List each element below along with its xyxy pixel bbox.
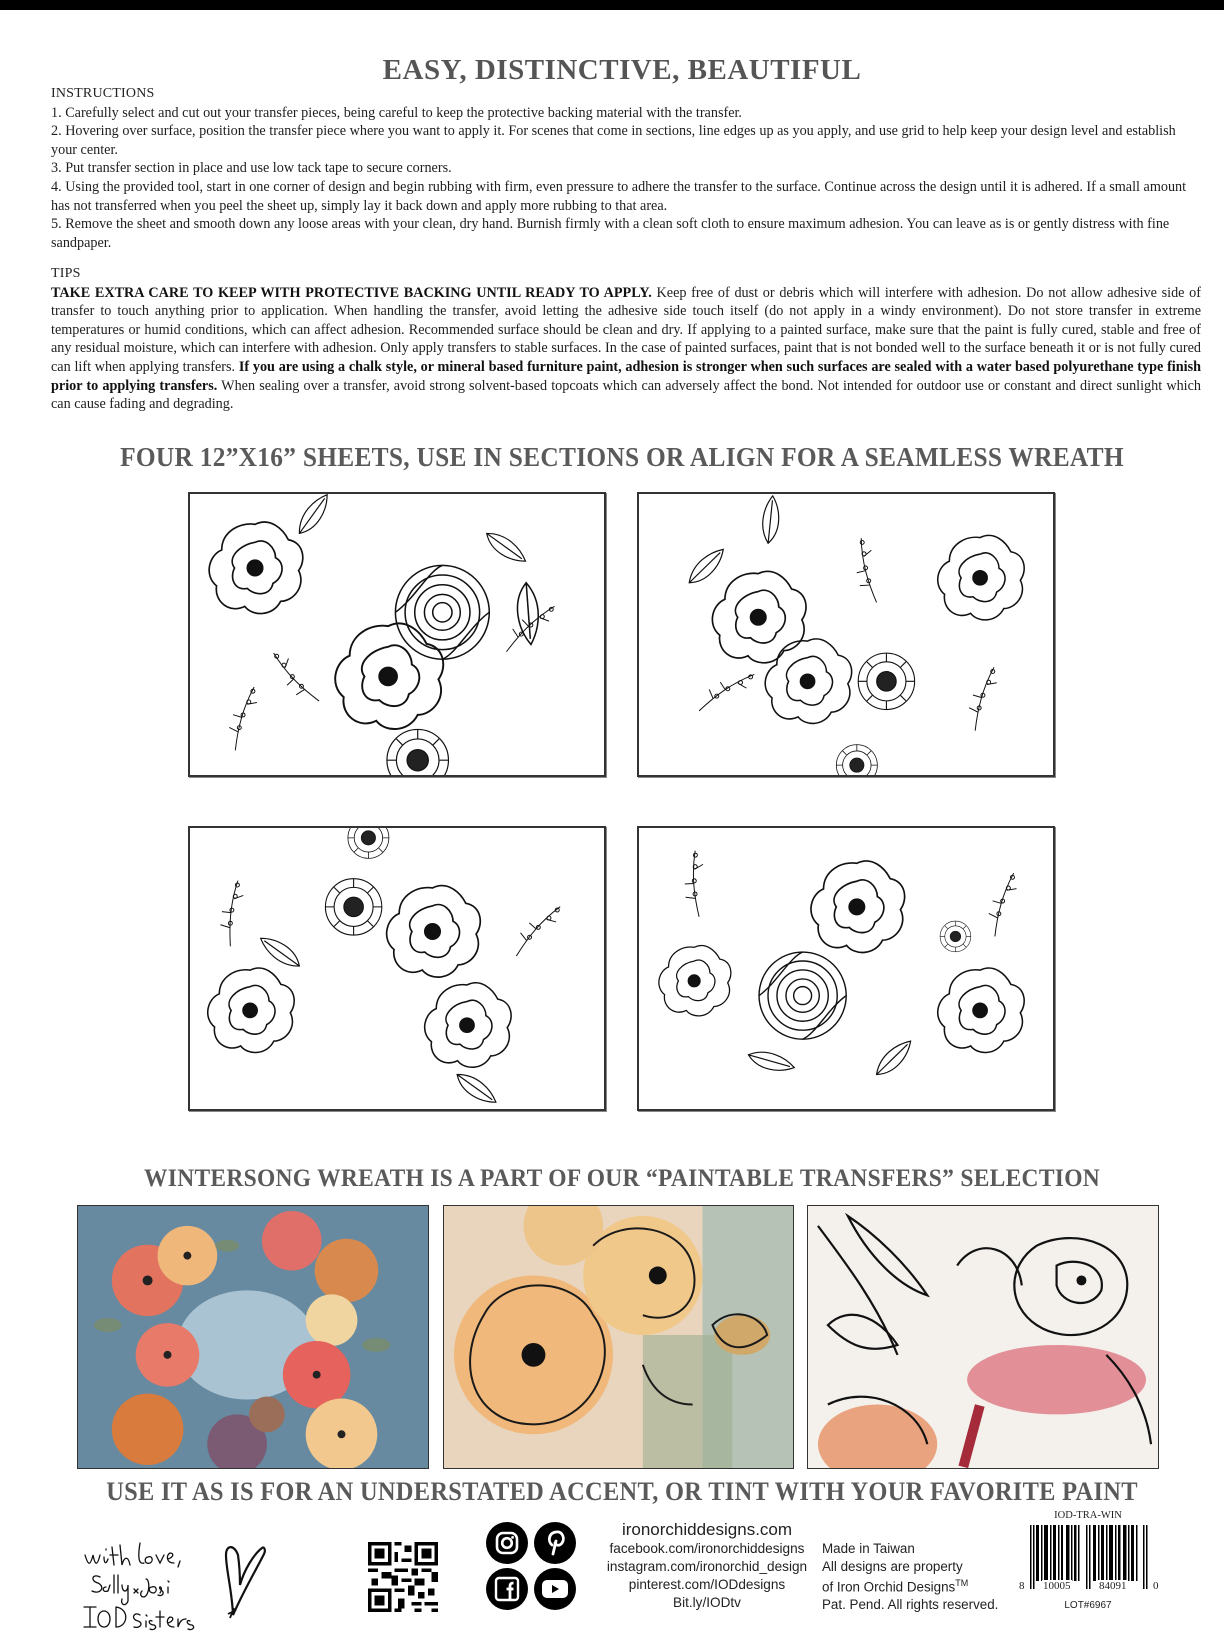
instruction-step: 5. Remove the sheet and smooth down any loose areas with your clean, dry hand. Burnish firmly with a clean soft cloth to ensure maximum adhesion. You can leave as is or gently distress with fine sandpaper.	[51, 216, 1170, 251]
instructions-section	[51, 85, 1201, 252]
painted-pink-closeup-image	[808, 1206, 1158, 1468]
tips-paragraph	[51, 284, 1201, 414]
painted-peach-photo	[443, 1205, 794, 1469]
transfer-sheet-2	[637, 492, 1055, 777]
line-art-floral-illustration	[190, 494, 604, 775]
painted-pink-photo	[807, 1205, 1159, 1469]
instruction-step: 4. Using the provided tool, start in one corner of design and begin rubbing with firm, even pressure to adhere the transfer to the surface. Continue across the design until it is adhered. If a small amount has not transferred when you peel the sheet up, simply lay it back down and apply more rubbing to that area.	[51, 178, 1187, 214]
instagram-icon[interactable]	[486, 1522, 528, 1564]
paintable-section-title: WINTERSONG WREATH IS A PART OF OUR “PAINTABLE TRANSFERS” SELECTION	[143, 1165, 1101, 1192]
legal-line: Made in Taiwan	[822, 1541, 915, 1556]
barcode-digit-right: 0	[1153, 1580, 1159, 1592]
youtube-icon[interactable]	[534, 1568, 576, 1610]
instructions-label: INSTRUCTIONS	[51, 86, 155, 101]
tips-text: Keep free of dust or debris which will interfere with adhesion. Do not allow adhesive side of transfer to touch anything prior to application. When handling the transfer, avoid letting the adhesive side touch itself (do not apply in a windy environment). Do not store transfer in extreme temperatures or humid conditions, which can affect adhesion. Recommended surface should be clean and dry. If applying to a painted surface, make sure that the paint is fully cured, stable and free of any residual moisture, which can interfere with adhesion. Only apply transfers to stable surfaces. In the case of painted surfaces, paint that is not bonded well to the surface beneath it or is not fully cured can lift when applying transfers.	[51, 284, 1201, 375]
barcode-group-2: 84091	[1099, 1580, 1127, 1592]
instruction-step: 3. Put transfer section in place and use low tack tape to secure corners.	[51, 160, 452, 177]
contact-links	[592, 1520, 822, 1612]
tips-bold-mid: If you are using a chalk style, or mineral based furniture paint, adhesion is stronger when such surfaces are sealed with a water based polyurethane type finish prior to applying transfers.	[51, 358, 1201, 394]
facebook-link[interactable]: facebook.com/ironorchiddesigns	[609, 1541, 805, 1556]
qr-code[interactable]	[368, 1542, 438, 1612]
sku-label: IOD-TRA-WIN	[1054, 1510, 1122, 1521]
barcode-digit-left: 8	[1019, 1580, 1025, 1592]
painted-wreath-image	[78, 1206, 428, 1468]
handwritten-signature	[80, 1535, 200, 1635]
website-link[interactable]: ironorchiddesigns.com	[621, 1520, 793, 1539]
instruction-step: 2. Hovering over surface, position the transfer piece where you want to apply it. For scenes that come in sections, line edges up as you apply, and use grid to help keep your design level and establish your center.	[51, 123, 1176, 158]
instagram-link[interactable]: instagram.com/ironorchid_design	[606, 1559, 808, 1574]
tips-bold-lead: TAKE EXTRA CARE TO KEEP WITH PROTECTIVE BACKING UNTIL READY TO APPLY.	[51, 284, 652, 301]
barcode-group-1: 10005	[1043, 1580, 1071, 1592]
transfer-sheet-4	[637, 826, 1055, 1111]
youtube-link[interactable]: Bit.ly/IODtv	[673, 1595, 741, 1610]
legal-line: All designs are property	[822, 1558, 963, 1574]
trademark-symbol: TM	[955, 1578, 969, 1588]
lot-number: LOT#6967	[1064, 1600, 1112, 1611]
pinterest-link[interactable]: pinterest.com/IODdesigns	[628, 1577, 786, 1592]
social-icons	[486, 1522, 578, 1612]
legal-line	[822, 1575, 1022, 1596]
transfer-sheet-3	[188, 826, 606, 1111]
top-bar	[0, 0, 1224, 10]
instruction-step: 1. Carefully select and cut out your transfer pieces, being careful to keep the protective backing material with the transfer.	[51, 104, 742, 121]
line-art-floral-illustration	[639, 828, 1053, 1109]
tips-text: When sealing over a transfer, avoid strong solvent-based topcoats which can adversely affect the bond. Not intended for outdoor use or constant and direct sunlight which can cause fading and degrading.	[51, 377, 1201, 413]
facebook-icon[interactable]	[486, 1568, 528, 1610]
legal-company: of Iron Orchid Designs	[822, 1579, 956, 1595]
painted-peach-closeup-image	[444, 1206, 793, 1468]
usage-section-title: USE IT AS IS FOR AN UNDERSTATED ACCENT, OR TINT WITH YOUR FAVORITE PAINT	[106, 1477, 1138, 1506]
tips-section	[51, 265, 1201, 414]
painted-wreath-photo	[77, 1205, 429, 1469]
barcode-block	[1018, 1510, 1158, 1620]
legal-line: Pat. Pend. All rights reserved.	[822, 1596, 999, 1612]
sheets-section-title: FOUR 12”X16” SHEETS, USE IN SECTIONS OR ALIGN FOR A SEAMLESS WREATH	[120, 442, 1124, 472]
heart-doodle-icon	[218, 1540, 268, 1620]
transfer-sheet-1	[188, 492, 606, 777]
line-art-floral-illustration	[190, 828, 604, 1109]
pinterest-icon[interactable]	[534, 1522, 576, 1564]
legal-notice	[822, 1540, 1022, 1613]
line-art-floral-illustration	[639, 494, 1053, 775]
tips-label: TIPS	[51, 266, 81, 281]
page-title: EASY, DISTINCTIVE, BEAUTIFUL	[382, 54, 862, 86]
